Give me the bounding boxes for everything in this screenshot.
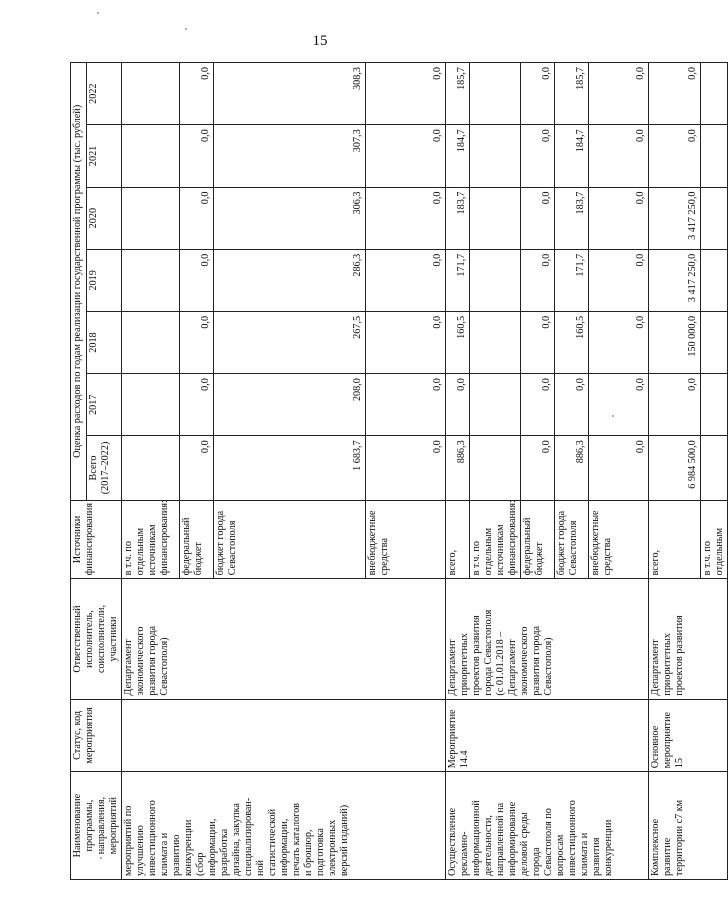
header-name: Наименование программы, направления, мероприятий bbox=[71, 772, 122, 880]
header-year: 2017 bbox=[86, 374, 121, 436]
value-year: 0,0 bbox=[366, 374, 446, 436]
funding-source: бюджет города Севастополя bbox=[214, 500, 366, 579]
funding-source: федеральный бюджет bbox=[180, 500, 214, 579]
value-year: 0,0 bbox=[366, 63, 446, 125]
scan-speck bbox=[97, 12, 99, 14]
value-year: 0,0 bbox=[366, 125, 446, 187]
value-year: 0,0 bbox=[180, 311, 214, 373]
value-year: 171,7 bbox=[446, 249, 470, 311]
scan-speck bbox=[100, 857, 102, 859]
value-year bbox=[470, 125, 521, 187]
table-body bbox=[122, 63, 728, 880]
value-year: 0,0 bbox=[366, 249, 446, 311]
header-sources: Источники финансирования bbox=[71, 500, 122, 579]
value-year: 160,5 bbox=[446, 311, 470, 373]
value-total: 1 683,7 bbox=[214, 436, 366, 500]
value-year bbox=[470, 249, 521, 311]
block-responsible: Департамент приоритетных проектов развития bbox=[649, 579, 728, 699]
value-year bbox=[122, 63, 180, 125]
value-total: 6 984 500,0 bbox=[649, 436, 701, 500]
value-year: 308,3 bbox=[214, 63, 366, 125]
value-year bbox=[701, 311, 728, 373]
value-year: 185,7 bbox=[446, 63, 470, 125]
value-year: 0,0 bbox=[521, 63, 555, 125]
funding-source: в т.ч. по отдельным источникам финансирования: bbox=[470, 500, 521, 579]
value-year: 0,0 bbox=[649, 125, 701, 187]
value-year: 0,0 bbox=[589, 63, 649, 125]
block-status: Основное мероприятие 15 bbox=[649, 699, 728, 772]
value-total bbox=[470, 436, 521, 500]
value-total: 886,3 bbox=[446, 436, 470, 500]
value-total: 886,3 bbox=[555, 436, 589, 500]
value-year: 0,0 bbox=[589, 374, 649, 436]
rotated-table-wrapper bbox=[70, 62, 725, 880]
header-year: 2020 bbox=[86, 187, 121, 249]
header-status: Статус, код мероприятия bbox=[71, 699, 122, 772]
value-year bbox=[701, 125, 728, 187]
value-year bbox=[701, 63, 728, 125]
table-row bbox=[446, 63, 470, 880]
block-status: Мероприятие 14.4 bbox=[446, 699, 649, 772]
header-year: 2021 bbox=[86, 125, 121, 187]
value-year: 267,5 bbox=[214, 311, 366, 373]
scan-speck bbox=[612, 415, 614, 417]
value-year bbox=[122, 374, 180, 436]
funding-source: внебюджетные средства bbox=[366, 500, 446, 579]
value-year: 0,0 bbox=[180, 125, 214, 187]
value-year: 185,7 bbox=[555, 63, 589, 125]
value-year: 0,0 bbox=[521, 311, 555, 373]
value-year: 0,0 bbox=[589, 187, 649, 249]
value-year: 0,0 bbox=[366, 311, 446, 373]
value-year: 0,0 bbox=[366, 187, 446, 249]
table-row bbox=[649, 63, 701, 880]
value-total: 0,0 bbox=[521, 436, 555, 500]
value-total bbox=[122, 436, 180, 500]
header-year: 2018 bbox=[86, 311, 121, 373]
value-year bbox=[470, 311, 521, 373]
financing-table bbox=[70, 62, 728, 880]
funding-source: в т.ч. по отдельным bbox=[701, 500, 728, 579]
value-total: 0,0 bbox=[180, 436, 214, 500]
funding-source: внебюджетные средства bbox=[589, 500, 649, 579]
value-year: 307,3 bbox=[214, 125, 366, 187]
header-responsible: Ответственный исполнитель, соисполнители, участники bbox=[71, 579, 122, 699]
header-year: 2022 bbox=[86, 63, 121, 125]
value-year: 150 000,0 bbox=[649, 311, 701, 373]
block-responsible: Департамент приоритетных проектов развития города Севастополя (с 01.01.2018 – Департамент экономического развития города Севастополя) bbox=[446, 579, 649, 699]
value-year: 0,0 bbox=[180, 249, 214, 311]
value-year: 0,0 bbox=[521, 187, 555, 249]
value-year: 0,0 bbox=[180, 63, 214, 125]
block-name: Комплексное развитие территории с7 км bbox=[649, 772, 728, 880]
block-name: Осуществление рекламно- информационной деятельности, направленной на информирование деловой среды города Севастополя по вопросам инвестиционного климата и развития конкуренции bbox=[446, 772, 649, 880]
value-year: 3 417 250,0 bbox=[649, 187, 701, 249]
block-status bbox=[122, 699, 446, 772]
table-row bbox=[122, 63, 180, 880]
value-year: 184,7 bbox=[446, 125, 470, 187]
value-year: 183,7 bbox=[555, 187, 589, 249]
value-year: 286,3 bbox=[214, 249, 366, 311]
value-year: 208,0 bbox=[214, 374, 366, 436]
page-number: 15 bbox=[312, 33, 328, 49]
value-year: 0,0 bbox=[589, 249, 649, 311]
header-estimate: Оценка расходов по годам реализации государственной программы (тыс. рублей) bbox=[71, 63, 87, 501]
funding-source: всего, bbox=[649, 500, 701, 579]
value-year bbox=[701, 249, 728, 311]
value-year bbox=[470, 63, 521, 125]
block-responsible: Департамент экономического развития города Севастополя) bbox=[122, 579, 446, 699]
funding-source: всего, bbox=[446, 500, 470, 579]
value-year: 0,0 bbox=[589, 311, 649, 373]
value-year: 0,0 bbox=[521, 249, 555, 311]
value-total bbox=[701, 436, 728, 500]
value-year bbox=[122, 125, 180, 187]
value-year: 183,7 bbox=[446, 187, 470, 249]
funding-source: в т.ч. по отдельным источникам финансирования: bbox=[122, 500, 180, 579]
value-year: 0,0 bbox=[446, 374, 470, 436]
value-total: 0,0 bbox=[366, 436, 446, 500]
value-year: 171,7 bbox=[555, 249, 589, 311]
value-year bbox=[701, 374, 728, 436]
funding-source: бюджет города Севастополя bbox=[555, 500, 589, 579]
value-year: 306,3 bbox=[214, 187, 366, 249]
value-total: 0,0 bbox=[589, 436, 649, 500]
block-name: мероприятий по улучшению инвестиционного климата и развитию конкуренции (сбор информации, разработка дизайна, закупка специализирован- ной статистической информации, печать каталогов и брошюр, подготовка электронных версий изданий) bbox=[122, 772, 446, 880]
value-year: 0,0 bbox=[589, 125, 649, 187]
value-year: 184,7 bbox=[555, 125, 589, 187]
value-year bbox=[470, 374, 521, 436]
value-year: 0,0 bbox=[180, 374, 214, 436]
scan-speck bbox=[185, 28, 187, 30]
funding-source: федеральный бюджет bbox=[521, 500, 555, 579]
value-year: 0,0 bbox=[555, 374, 589, 436]
value-year: 0,0 bbox=[649, 374, 701, 436]
value-year: 0,0 bbox=[180, 187, 214, 249]
value-year bbox=[122, 249, 180, 311]
value-year bbox=[470, 187, 521, 249]
value-year bbox=[122, 311, 180, 373]
value-year: 3 417 250,0 bbox=[649, 249, 701, 311]
header-total: Всего (2017–2022) bbox=[86, 436, 121, 500]
header-year: 2019 bbox=[86, 249, 121, 311]
value-year bbox=[701, 187, 728, 249]
value-year: 0,0 bbox=[521, 374, 555, 436]
value-year bbox=[122, 187, 180, 249]
value-year: 0,0 bbox=[521, 125, 555, 187]
value-year: 160,5 bbox=[555, 311, 589, 373]
value-year: 0,0 bbox=[649, 63, 701, 125]
